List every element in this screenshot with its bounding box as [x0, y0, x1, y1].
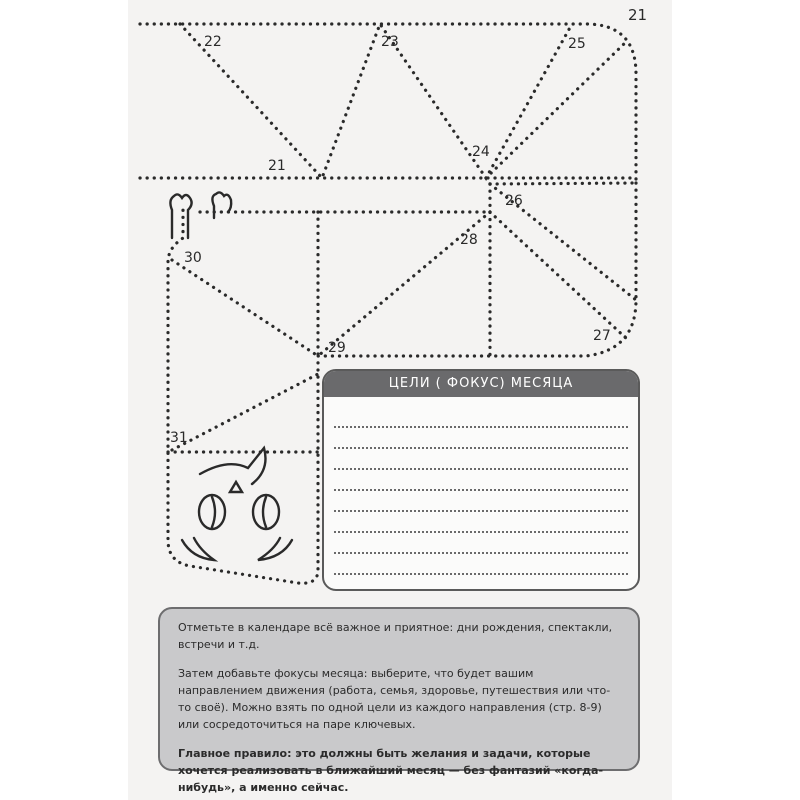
cat-right-whisker-icon — [258, 538, 292, 560]
page-number: 21 — [628, 6, 648, 24]
cat-nose-icon — [230, 482, 242, 492]
cat-left-whisker-icon — [182, 538, 214, 560]
planner-page — [128, 0, 672, 800]
day-30: 30 — [184, 250, 202, 266]
day-21: 21 — [268, 158, 286, 174]
goal-line[interactable] — [334, 575, 628, 591]
goal-line[interactable] — [334, 533, 628, 554]
goal-line[interactable] — [334, 512, 628, 533]
day-29: 29 — [328, 340, 346, 356]
cat-head-diagonal — [172, 374, 318, 450]
goal-line[interactable] — [334, 470, 628, 491]
calendar-top-diagonal — [486, 40, 628, 178]
day-23: 23 — [381, 34, 399, 50]
goal-line[interactable] — [334, 554, 628, 575]
goal-line[interactable] — [334, 428, 628, 449]
day-22: 22 — [204, 34, 222, 50]
goal-line[interactable] — [334, 407, 628, 428]
day-27: 27 — [593, 328, 611, 344]
goal-line[interactable] — [334, 449, 628, 470]
cat-right-paw-icon — [212, 192, 231, 218]
goals-writing-lines[interactable] — [334, 407, 628, 591]
cat-body-diagonal-c — [172, 260, 318, 356]
monthly-goals-box — [322, 369, 640, 591]
instruction-main-rule: Главное правило: это должны быть желания и задачи, которые хочется реализовать в ближайший месяц — без фантазий «когда-нибудь», а именно сейчас. — [178, 747, 604, 794]
day-28: 28 — [460, 232, 478, 248]
cat-upper-fan-a — [490, 183, 636, 184]
instruction-paragraph-2: Затем добавьте фокусы месяца: выберите, что будет вашим направлением движения (работа, семья, здоровье, путешествия или что-то своё). Можно взять по одной цели из каждого направления (стр. 8-9) или сосредоточиться на паре ключевых. — [178, 667, 611, 731]
calendar-top-zigzag — [180, 24, 572, 178]
day-25: 25 — [568, 36, 586, 52]
goal-line[interactable] — [334, 491, 628, 512]
instruction-paragraph-1: Отметьте в календаре всё важное и приятное: дни рождения, спектакли, встречи и т.д. — [178, 621, 613, 651]
day-26: 26 — [505, 193, 523, 209]
instructions-box — [158, 607, 640, 794]
day-24: 24 — [472, 144, 490, 160]
cat-left-paw-icon — [170, 194, 191, 238]
goals-title: ЦЕЛИ ( ФОКУС) МЕСЯЦА — [324, 371, 638, 397]
day-31: 31 — [170, 430, 188, 446]
